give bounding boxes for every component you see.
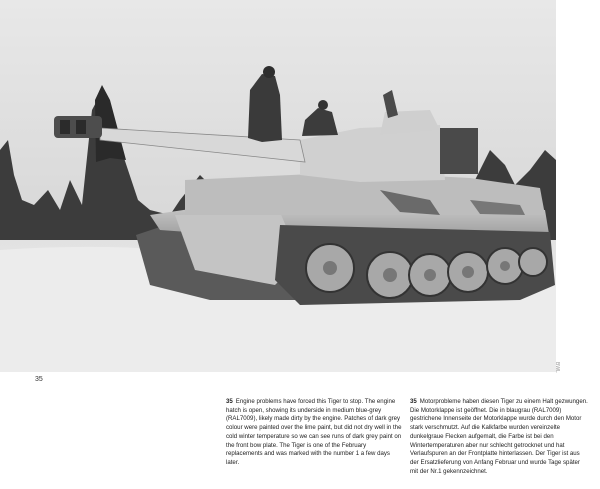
caption-german-text: Motorprobleme haben diesen Tiger zu einem Halt gezwungen. Die Motorklappe ist geöffnet. Die in blaugrau (RAL7009) gestrichene Innenseite der Motorklappe wurde durch den Motor stark verschmutzt. Auf die Kalkfarbe wurden vereinzelte dunkelgraue Flecken aufgemalt, die Farbe ist bei den Wintertemperaturen aber nur schlecht getrocknet und hat Verlaufspuren an der Frontplatte hinterlassen. Der Tiger ist aus der Ersatzlieferung von Anfang Februar und wurde Tage später mit der Nr.1 gekennzeichnet. xyxy=(410,398,588,475)
caption-english-text: Engine problems have forced this Tiger to stop. The engine hatch is open, showing its underside in medium blue-grey (RAL7009), likely made dirty by the engine. Patches of dark grey colour were painted over the lime paint, but did not dry well in the cold winter temperature so we can see runs of dark grey paint on the front bow plate. The Tiger is one of the February replacements and was marked with the number 1 a few days later. xyxy=(226,398,402,466)
caption-german xyxy=(410,398,588,476)
caption-english xyxy=(226,398,404,468)
caption-english-number: 35 xyxy=(226,398,233,405)
page-number: 35 xyxy=(35,376,43,383)
caption-german-number: 35 xyxy=(410,398,417,405)
photo-credit: BWL xyxy=(554,362,560,373)
